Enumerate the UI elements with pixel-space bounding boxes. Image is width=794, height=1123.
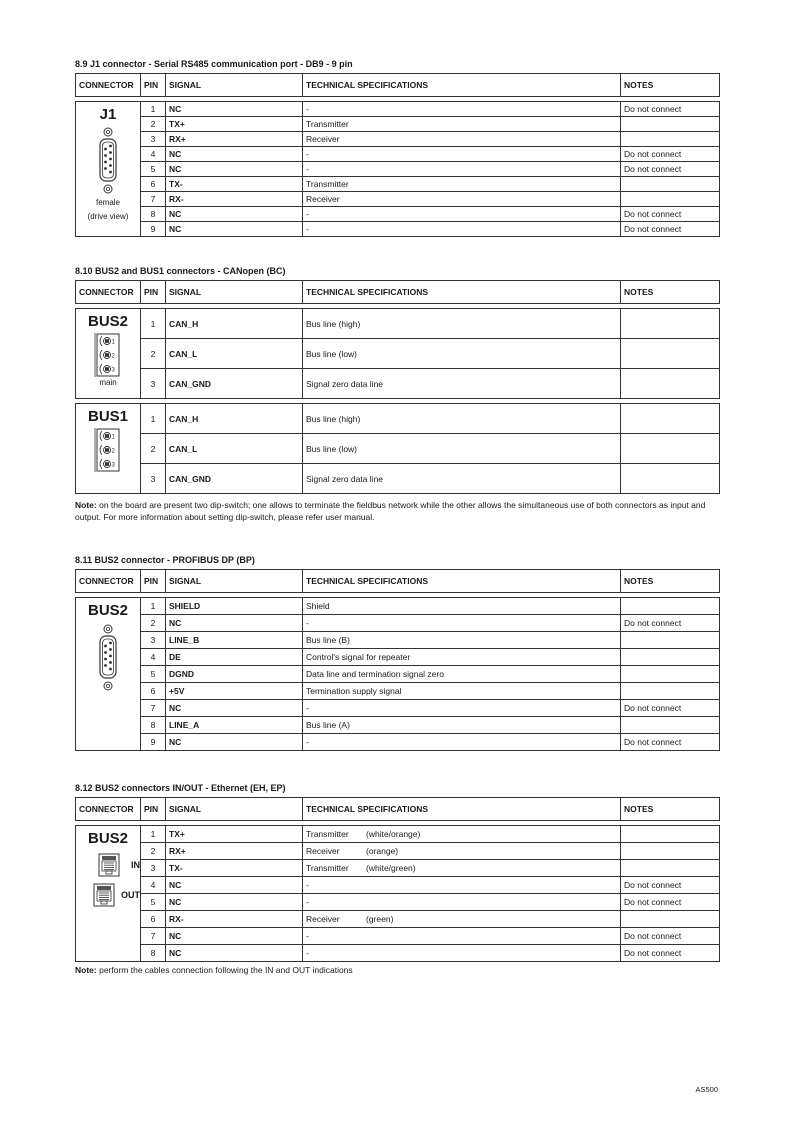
pin-cell: 2: [141, 843, 166, 860]
notes-cell: Do not connect: [621, 615, 720, 632]
spec-cell: -: [303, 147, 621, 162]
table-row: [76, 683, 720, 700]
svg-text:1: 1: [111, 434, 115, 441]
notes-cell: [621, 434, 720, 464]
pin-cell: 6: [141, 177, 166, 192]
spec-text: -: [306, 931, 309, 941]
pin-cell: 7: [141, 700, 166, 717]
pin-cell: 4: [141, 649, 166, 666]
table-row: [76, 632, 720, 649]
table-row: [76, 102, 720, 117]
spec-cell: [303, 945, 621, 962]
signal-cell: LINE_A: [166, 717, 303, 734]
spec-cell: Receiver: [303, 132, 621, 147]
section-title-8-12: 8.12 BUS2 connectors IN/OUT - Ethernet (EH, EP): [75, 783, 286, 793]
signal-cell: TX-: [166, 860, 303, 877]
pin-cell: 1: [141, 598, 166, 615]
table-row: [76, 700, 720, 717]
signal-cell: CAN_H: [166, 404, 303, 434]
table-header: [76, 798, 720, 821]
header-specs: TECHNICAL SPECIFICATIONS: [303, 570, 621, 593]
notes-cell: [621, 843, 720, 860]
spec-text: Receiver: [306, 914, 340, 924]
header-pin: PIN: [141, 798, 166, 821]
signal-cell: CAN_L: [166, 434, 303, 464]
canopen-note: [75, 499, 719, 523]
table-row: [76, 117, 720, 132]
signal-cell: RX+: [166, 132, 303, 147]
header-connector: CONNECTOR: [76, 74, 141, 97]
notes-cell: Do not connect: [621, 147, 720, 162]
spec-cell: Bus line (A): [303, 717, 621, 734]
spec-cell: [303, 877, 621, 894]
signal-cell: RX-: [166, 192, 303, 207]
signal-cell: CAN_GND: [166, 369, 303, 399]
port-in-label: IN: [131, 860, 140, 870]
connector-name: BUS2: [87, 313, 128, 330]
pin-cell: 8: [141, 945, 166, 962]
notes-cell: [621, 177, 720, 192]
pin-cell: 7: [141, 928, 166, 945]
signal-cell: CAN_GND: [166, 464, 303, 494]
spec-text: Transmitter: [306, 829, 349, 839]
header-notes: NOTES: [621, 570, 720, 593]
svg-text:3: 3: [111, 462, 115, 469]
spec-cell: -: [303, 207, 621, 222]
pin-cell: 9: [141, 734, 166, 751]
table-row: [76, 147, 720, 162]
spec-cell: Bus line (low): [303, 339, 621, 369]
header-specs: TECHNICAL SPECIFICATIONS: [303, 798, 621, 821]
connector-cell: [76, 826, 141, 962]
pin-cell: 8: [141, 207, 166, 222]
pin-cell: 9: [141, 222, 166, 237]
table-row: [76, 464, 720, 494]
notes-cell: [621, 132, 720, 147]
notes-cell: [621, 911, 720, 928]
note-label: Note:: [75, 500, 97, 510]
connector-cell: [76, 404, 141, 494]
spec-cell: [303, 860, 621, 877]
spec-cell: Signal zero data line: [303, 369, 621, 399]
db9-connector-icon: [95, 623, 121, 693]
notes-cell: [621, 192, 720, 207]
port-out-label: OUT: [121, 890, 140, 900]
signal-cell: TX+: [166, 117, 303, 132]
svg-text:2: 2: [111, 448, 115, 455]
pin-cell: 2: [141, 339, 166, 369]
pin-cell: 6: [141, 683, 166, 700]
spec-cell: Signal zero data line: [303, 464, 621, 494]
svg-text:3: 3: [111, 367, 115, 374]
notes-cell: [621, 369, 720, 399]
note-label: Note:: [75, 965, 97, 975]
table-row: [76, 615, 720, 632]
pin-cell: 3: [141, 632, 166, 649]
notes-cell: [621, 464, 720, 494]
signal-cell: TX-: [166, 177, 303, 192]
signal-cell: NC: [166, 894, 303, 911]
spec-cell: -: [303, 615, 621, 632]
connector-view: (drive view): [87, 212, 129, 221]
pin-cell: 5: [141, 162, 166, 177]
spec-cell: [303, 928, 621, 945]
profibus-pinout-table: [75, 569, 720, 751]
header-pin: PIN: [141, 570, 166, 593]
spec-cell: Termination supply signal: [303, 683, 621, 700]
pin-cell: 5: [141, 894, 166, 911]
header-signal: SIGNAL: [166, 798, 303, 821]
notes-cell: [621, 826, 720, 843]
spec-text: Transmitter: [306, 863, 349, 873]
signal-cell: NC: [166, 945, 303, 962]
table-row: [76, 894, 720, 911]
notes-cell: [621, 649, 720, 666]
connector-cell: [76, 309, 141, 399]
signal-cell: NC: [166, 147, 303, 162]
note-text: perform the cables connection following the IN and OUT indications: [96, 965, 353, 975]
spec-cell: Bus line (B): [303, 632, 621, 649]
pin-cell: 5: [141, 666, 166, 683]
table-row: [76, 132, 720, 147]
spec-cell: Bus line (high): [303, 309, 621, 339]
notes-cell: Do not connect: [621, 700, 720, 717]
pin-cell: 1: [141, 102, 166, 117]
header-signal: SIGNAL: [166, 281, 303, 304]
header-notes: NOTES: [621, 798, 720, 821]
notes-cell: Do not connect: [621, 207, 720, 222]
signal-cell: CAN_H: [166, 309, 303, 339]
header-notes: NOTES: [621, 74, 720, 97]
rj45-port-icon: [93, 883, 115, 907]
table-row: [76, 649, 720, 666]
signal-cell: RX-: [166, 911, 303, 928]
db9-connector-icon: [95, 126, 121, 196]
notes-cell: Do not connect: [621, 734, 720, 751]
table-row: [76, 207, 720, 222]
spec-cell: -: [303, 734, 621, 751]
spec-cell: -: [303, 700, 621, 717]
connector-gender: female: [95, 198, 120, 207]
signal-cell: DE: [166, 649, 303, 666]
spec-cell: Control's signal for repeater: [303, 649, 621, 666]
page-footer: AS500: [695, 1085, 718, 1094]
notes-cell: [621, 666, 720, 683]
table-header: [76, 570, 720, 593]
spec-cell: [303, 843, 621, 860]
pin-cell: 2: [141, 615, 166, 632]
wire-color: (green): [366, 914, 394, 924]
signal-cell: NC: [166, 222, 303, 237]
signal-cell: NC: [166, 877, 303, 894]
table-header: [76, 281, 720, 304]
notes-cell: Do not connect: [621, 894, 720, 911]
header-notes: NOTES: [621, 281, 720, 304]
spec-cell: Bus line (high): [303, 404, 621, 434]
table-row: [76, 192, 720, 207]
header-pin: PIN: [141, 74, 166, 97]
j1-pinout-table: [75, 73, 720, 237]
notes-cell: [621, 860, 720, 877]
pin-cell: 3: [141, 860, 166, 877]
rj45-port-icon: [98, 853, 120, 877]
connector-name: BUS1: [87, 408, 128, 425]
notes-cell: [621, 598, 720, 615]
header-pin: PIN: [141, 281, 166, 304]
signal-cell: LINE_B: [166, 632, 303, 649]
notes-cell: Do not connect: [621, 222, 720, 237]
notes-cell: [621, 339, 720, 369]
signal-cell: NC: [166, 700, 303, 717]
pin-cell: 8: [141, 717, 166, 734]
svg-text:2: 2: [111, 353, 115, 360]
notes-cell: [621, 117, 720, 132]
table-header: [76, 74, 720, 97]
canopen-pinout-table: [75, 280, 720, 494]
spec-text: Receiver: [306, 846, 340, 856]
notes-cell: Do not connect: [621, 162, 720, 177]
spec-text: -: [306, 948, 309, 958]
pin-cell: 1: [141, 404, 166, 434]
pin-cell: 1: [141, 309, 166, 339]
signal-cell: NC: [166, 207, 303, 222]
connector-name: J1: [99, 106, 117, 123]
signal-cell: NC: [166, 615, 303, 632]
ethernet-note: [75, 964, 719, 976]
connector-cell: [76, 102, 141, 237]
signal-cell: CAN_L: [166, 339, 303, 369]
table-row: [76, 826, 720, 843]
spec-cell: Receiver: [303, 192, 621, 207]
table-row: [76, 928, 720, 945]
spec-cell: Transmitter: [303, 117, 621, 132]
spec-cell: -: [303, 102, 621, 117]
table-row: [76, 339, 720, 369]
notes-cell: [621, 632, 720, 649]
note-text: on the board are present two dip-switch; one allows to terminate the fieldbus network while the other allows the simultaneous use of both connectors as input and output. For more information about setting dip-switch, please refer user manual.: [75, 500, 706, 522]
table-row: [76, 309, 720, 339]
notes-cell: [621, 717, 720, 734]
table-row: [76, 877, 720, 894]
header-connector: CONNECTOR: [76, 798, 141, 821]
header-connector: CONNECTOR: [76, 570, 141, 593]
signal-cell: +5V: [166, 683, 303, 700]
spec-cell: Transmitter: [303, 177, 621, 192]
spec-cell: Bus line (low): [303, 434, 621, 464]
pin-cell: 7: [141, 192, 166, 207]
notes-cell: Do not connect: [621, 945, 720, 962]
spec-cell: [303, 826, 621, 843]
table-row: [76, 404, 720, 434]
signal-cell: NC: [166, 102, 303, 117]
pin-cell: 4: [141, 147, 166, 162]
pin-cell: 4: [141, 877, 166, 894]
table-row: [76, 434, 720, 464]
table-row: [76, 911, 720, 928]
notes-cell: [621, 683, 720, 700]
table-row: [76, 222, 720, 237]
pin-cell: 2: [141, 434, 166, 464]
spec-text: -: [306, 880, 309, 890]
spec-cell: -: [303, 222, 621, 237]
table-row: [76, 162, 720, 177]
pin-cell: 3: [141, 369, 166, 399]
signal-cell: NC: [166, 928, 303, 945]
spec-text: -: [306, 897, 309, 907]
connector-name: BUS2: [87, 602, 128, 619]
signal-cell: TX+: [166, 826, 303, 843]
spec-cell: [303, 911, 621, 928]
pin-cell: 1: [141, 826, 166, 843]
ethernet-pinout-table: [75, 797, 720, 962]
table-row: [76, 177, 720, 192]
can-terminal-icon: [94, 332, 122, 378]
table-row: [76, 717, 720, 734]
wire-color: (orange): [366, 846, 399, 856]
spec-cell: Shield: [303, 598, 621, 615]
signal-cell: NC: [166, 734, 303, 751]
svg-text:1: 1: [111, 339, 115, 346]
notes-cell: Do not connect: [621, 928, 720, 945]
pin-cell: 3: [141, 464, 166, 494]
header-specs: TECHNICAL SPECIFICATIONS: [303, 74, 621, 97]
connector-role: main: [99, 378, 117, 387]
header-connector: CONNECTOR: [76, 281, 141, 304]
wire-color: (white/orange): [366, 829, 421, 839]
notes-cell: [621, 404, 720, 434]
notes-cell: [621, 309, 720, 339]
table-row: [76, 860, 720, 877]
signal-cell: RX+: [166, 843, 303, 860]
table-row: [76, 843, 720, 860]
table-row: [76, 945, 720, 962]
section-title-8-9: 8.9 J1 connector - Serial RS485 communication port - DB9 - 9 pin: [75, 59, 353, 69]
table-row: [76, 369, 720, 399]
header-signal: SIGNAL: [166, 74, 303, 97]
header-specs: TECHNICAL SPECIFICATIONS: [303, 281, 621, 304]
pin-cell: 3: [141, 132, 166, 147]
connector-cell: [76, 598, 141, 751]
signal-cell: SHIELD: [166, 598, 303, 615]
signal-cell: DGND: [166, 666, 303, 683]
pin-cell: 2: [141, 117, 166, 132]
table-row: [76, 734, 720, 751]
signal-cell: NC: [166, 162, 303, 177]
notes-cell: Do not connect: [621, 877, 720, 894]
table-row: [76, 666, 720, 683]
pin-cell: 6: [141, 911, 166, 928]
can-terminal-icon: [94, 427, 122, 473]
notes-cell: Do not connect: [621, 102, 720, 117]
spec-cell: -: [303, 162, 621, 177]
connector-name: BUS2: [87, 830, 128, 847]
wire-color: (white/green): [366, 863, 416, 873]
spec-cell: [303, 894, 621, 911]
spec-cell: Data line and termination signal zero: [303, 666, 621, 683]
table-row: [76, 598, 720, 615]
section-title-8-10: 8.10 BUS2 and BUS1 connectors - CANopen (BC): [75, 266, 286, 276]
section-title-8-11: 8.11 BUS2 connector - PROFIBUS DP (BP): [75, 555, 255, 565]
header-signal: SIGNAL: [166, 570, 303, 593]
